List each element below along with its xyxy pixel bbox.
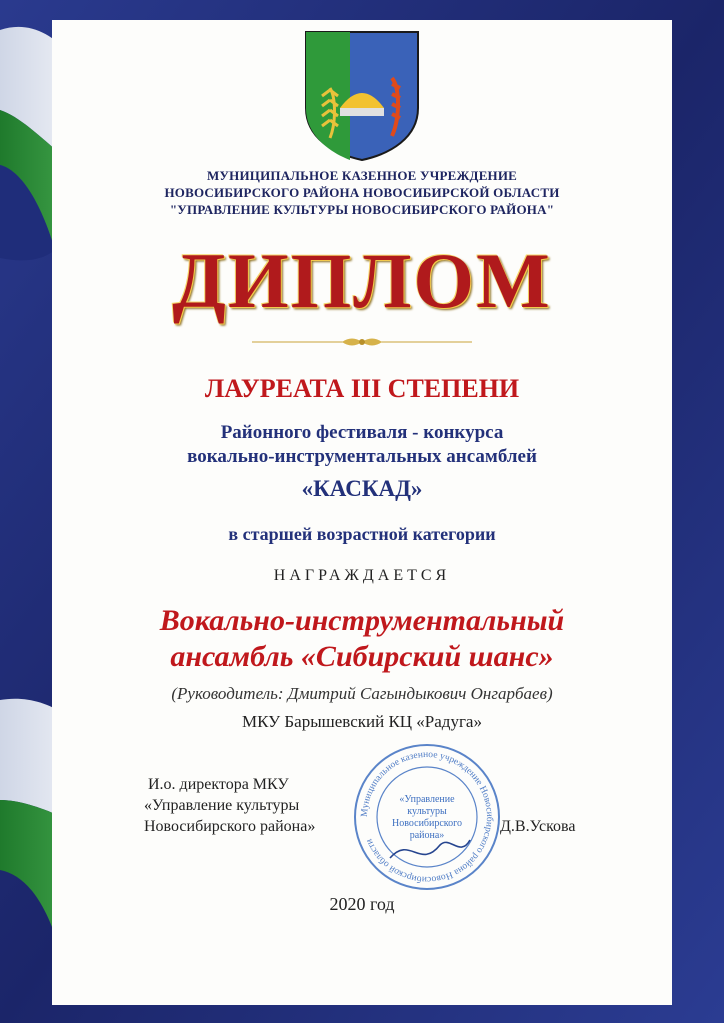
signatory-title-line-1: И.о. директора МКУ: [148, 776, 289, 793]
signatory-name: Д.В.Ускова: [500, 818, 576, 835]
festival-name: «КАСКАД»: [301, 476, 423, 501]
recipient-line-2: ансамбль «Сибирский шанс»: [170, 640, 554, 673]
diploma-content: [52, 0, 672, 1023]
diploma-title: ДИПЛОМ: [172, 237, 552, 324]
festival-line-1: Районного фестиваля - конкурса: [220, 422, 504, 443]
official-stamp: [350, 740, 504, 894]
recipient-institution: МКУ Барышевский КЦ «Радуга»: [242, 712, 482, 731]
organization-line-1: МУНИЦИПАЛЬНОЕ КАЗЕННОЕ УЧРЕЖДЕНИЕ: [206, 168, 518, 183]
awarded-label: НАГРАЖДАЕТСЯ: [273, 567, 451, 584]
issue-year: 2020 год: [329, 894, 395, 914]
stamp-outer-text: Муниципальное казенное учреждение Новосибирского района Новосибирской области: [359, 749, 495, 885]
organization-line-2: НОВОСИБИРСКОГО РАЙОНА НОВОСИБИРСКОЙ ОБЛАСТИ: [164, 185, 560, 200]
stamp-inner-line-2: культуры: [407, 806, 447, 817]
organization-line-3: "УПРАВЛЕНИЕ КУЛЬТУРЫ НОВОСИБИРСКОГО РАЙОНА": [169, 202, 555, 217]
stamp-inner-line-3: Новосибирского: [392, 818, 462, 829]
handwritten-signature: [390, 840, 470, 858]
stamp-inner-line-4: района»: [409, 830, 445, 841]
signatory-title-line-3: Новосибирского района»: [144, 818, 316, 835]
signatory-title-line-2: «Управление культуры: [144, 797, 300, 814]
gold-ornament-divider: [252, 335, 472, 349]
recipient-line-1: Вокально-инструментальный: [159, 604, 565, 637]
festival-line-2: вокально-инструментальных ансамблей: [187, 446, 537, 467]
coat-of-arms-emblem: [300, 28, 424, 162]
stamp-inner-line-1: «Управление: [399, 794, 455, 805]
age-category: в старшей возрастной категории: [228, 524, 496, 544]
recipient-leader: (Руководитель: Дмитрий Сагындыкович Онгарбаев): [171, 684, 553, 703]
laureate-degree: ЛАУРЕАТА III СТЕПЕНИ: [204, 374, 520, 403]
